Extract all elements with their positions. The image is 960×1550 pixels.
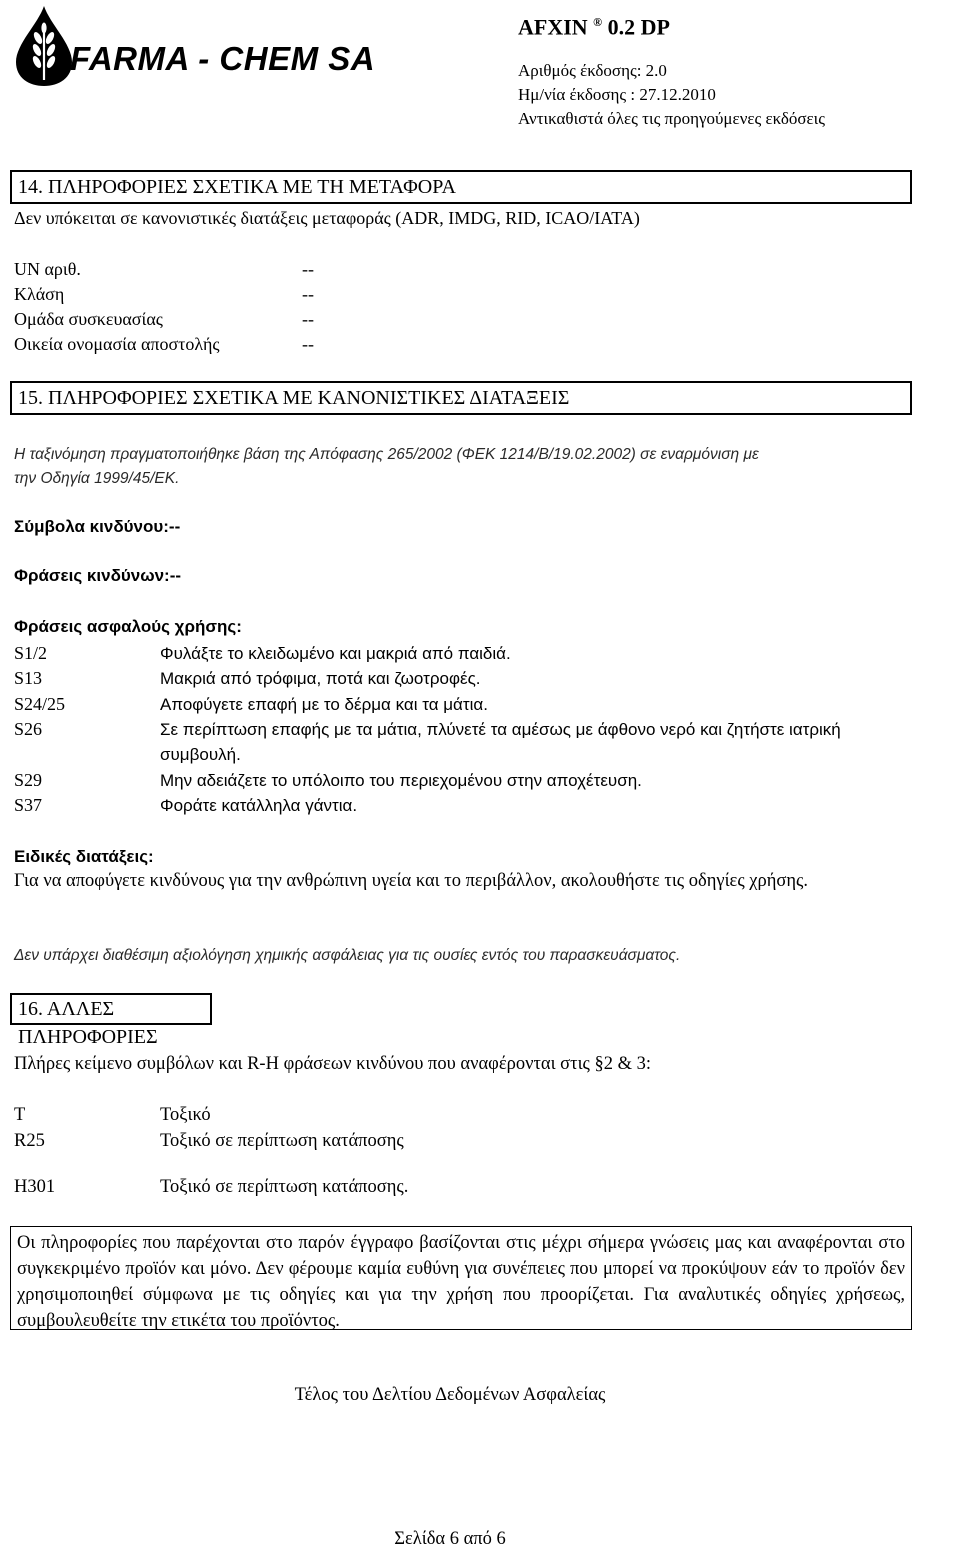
abbreviation-row <box>0 1176 960 1200</box>
section-16-intro: Πλήρες κείμενο συμβόλων και R-H φράσεων κινδύνου που αναφέρονται στις §2 & 3: <box>14 1054 652 1074</box>
transport-label: Οικεία ονομασία αποστολής <box>14 334 220 354</box>
special-provisions-heading: Ειδικές διατάξεις: <box>14 847 154 866</box>
safety-phrase-row <box>0 717 960 767</box>
safety-phrases-heading: Φράσεις ασφαλούς χρήσης: <box>14 617 242 636</box>
safety-code: S26 <box>14 719 43 739</box>
transport-value: -- <box>302 284 314 304</box>
safety-code: S29 <box>14 770 43 790</box>
company-name: FARMA - CHEM SA <box>70 40 376 77</box>
section-15-heading: 15. ΠΛΗΡΟΦΟΡΙΕΣ ΣΧΕΤΙΚΑ ΜΕ ΚΑΝΟΝΙΣΤΙΚΕΣ ΔΙΑΤΑΞΕΙΣ <box>10 381 912 415</box>
registered-mark: ® <box>593 15 603 29</box>
end-of-document: Τέλος του Δελτίου Δεδομένων Ασφαλείας <box>294 1385 606 1405</box>
transport-label: Κλάση <box>14 284 65 304</box>
transport-value: -- <box>302 334 314 354</box>
safety-code: S1/2 <box>14 643 48 663</box>
abbreviation-code: R25 <box>14 1131 45 1151</box>
replaces-note: Αντικαθιστά όλες τις προηγούμενες εκδόσεις <box>518 109 825 129</box>
safety-phrase-row <box>0 641 960 666</box>
abbreviation-text: Τοξικό σε περίπτωση κατάποσης <box>160 1131 404 1151</box>
safety-text: Φυλάξτε το κλειδωμένο και μακριά από παιδιά. <box>160 644 511 663</box>
chemical-safety-note: Δεν υπάρχει διαθέσιμη αξιολόγηση χημικής ασφάλειας για τις ουσίες εντός του παρασκευάσματος. <box>14 947 681 964</box>
issue-number: Αριθμός έκδοσης: 2.0 <box>518 61 667 81</box>
safety-phrase-row <box>0 768 960 793</box>
issue-date: Ημ/νία έκδοσης : 27.12.2010 <box>518 85 716 105</box>
abbreviation-code: T <box>14 1105 26 1125</box>
safety-phrase-row <box>0 692 960 717</box>
safety-phrase-row <box>0 666 960 691</box>
abbreviation-row <box>0 1104 960 1128</box>
section-14-subtitle: Δεν υπόκειται σε κανονιστικές διατάξεις μεταφοράς (ADR, IMDG, RID, ICAO/IATA) <box>14 208 640 228</box>
safety-code: S24/25 <box>14 694 66 714</box>
safety-text: Αποφύγετε επαφή με το δέρμα και τα μάτια. <box>160 695 488 714</box>
section-16-heading: 16. ΑΛΛΕΣ ΠΛΗΡΟΦΟΡΙΕΣ <box>10 993 212 1025</box>
hazard-symbols: Σύμβολα κινδύνου:-- <box>14 517 181 536</box>
transport-value: -- <box>302 259 314 279</box>
product-version: 0.2 DP <box>607 14 670 40</box>
safety-code: S37 <box>14 795 43 815</box>
product-title <box>518 8 958 41</box>
product-name: AFXIN <box>518 14 588 40</box>
special-provisions-text: Για να αποφύγετε κινδύνους για την ανθρώπινη υγεία και το περιβάλλον, ακολουθήστε τις οδηγίες χρήσης. <box>14 871 808 891</box>
safety-text: Σε περίπτωση επαφής με τα μάτια, πλύνετέ τα αμέσως με άφθονο νερό και ζητήστε ιατρική συμβουλή. <box>160 720 841 764</box>
abbreviation-text: Τοξικό <box>160 1105 211 1125</box>
classification-line-1: Η ταξινόμηση πραγματοποιήθηκε βάση της Απόφασης 265/2002 (ΦΕΚ 1214/Β/19.02.2002) σε εναρμόνιση με <box>14 446 759 463</box>
abbreviation-row <box>0 1130 960 1154</box>
risk-phrases: Φράσεις κινδύνων:-- <box>14 566 182 585</box>
transport-label: Ομάδα συσκευασίας <box>14 309 163 329</box>
safety-text: Φοράτε κατάλληλα γάντια. <box>160 796 358 815</box>
safety-text: Μακριά από τρόφιμα, ποτά και ζωοτροφές. <box>160 669 481 688</box>
safety-text: Μην αδειάζετε το υπόλοιπο του περιεχομένου στην αποχέτευση. <box>160 771 642 790</box>
safety-code: S13 <box>14 668 43 688</box>
page-number: Σελίδα 6 από 6 <box>394 1529 506 1549</box>
transport-value: -- <box>302 309 314 329</box>
classification-line-2: την Οδηγία 1999/45/ΕΚ. <box>14 470 180 487</box>
section-14-heading: 14. ΠΛΗΡΟΦΟΡΙΕΣ ΣΧΕΤΙΚΑ ΜΕ ΤΗ ΜΕΤΑΦΟΡΑ <box>10 170 912 204</box>
disclaimer-box: Οι πληροφορίες που παρέχονται στο παρόν έγγραφο βασίζονται στις μέχρι σήμερα γνώσεις μας και αναφέρονται στο συγκεκριμένο προϊόν και μόνο. Δεν φέρουμε καμία ευθύνη για συνέπειες που μπορεί να προκύψουν εάν το προϊόν δεν χρησιμοποιηθεί σύμφωνα με τις οδηγίες και για την χρήση που προορίζεται. Για αναλυτικές οδηγίες χρήσεως, συμβουλευθείτε την ετικέτα του προϊόντος. <box>10 1226 912 1330</box>
abbreviation-text: Τοξικό σε περίπτωση κατάποσης. <box>160 1177 409 1197</box>
document-header-info <box>518 8 958 131</box>
transport-label: UN αριθ. <box>14 259 81 279</box>
abbreviation-code: H301 <box>14 1177 56 1197</box>
safety-phrase-row <box>0 793 960 818</box>
